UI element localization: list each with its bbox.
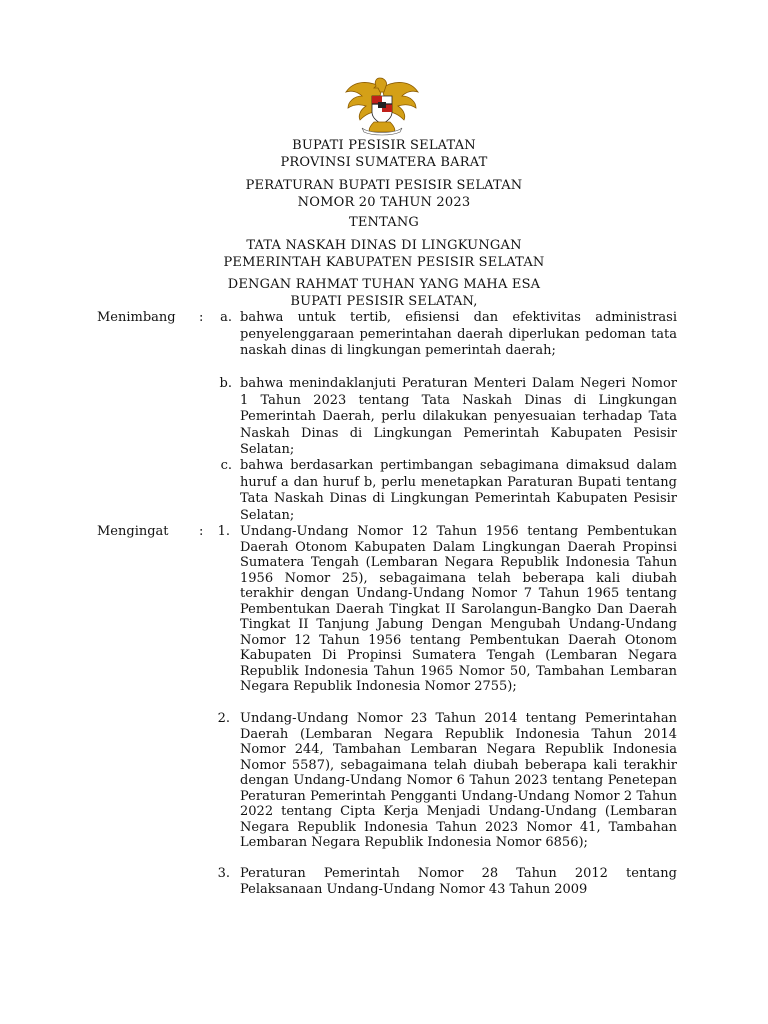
item-text: bahwa menindaklanjuti Peraturan Menteri Dalam Negeri Nomor 1 Tahun 2023 tentang Tata Naskah Dinas di Lingkungan Pemerintah Daerah, perlu dilakukan penyesuaian terhadap Tata Naskah Dinas di Lingkungan Pemerintah Kabupaten Pesisir Selatan;: [240, 376, 677, 457]
regulation-block: [150, 177, 618, 211]
item-text: bahwa berdasarkan pertimbangan sebagimana dimaksud dalam huruf a dan huruf b, perlu menetapkan Paraturan Bupati tentang Tata Naskah Dinas di Lingkungan Pemerintah Kabupaten Pesisir Selatan;: [240, 458, 677, 523]
item-text: bahwa untuk tertib, efisiensi dan efektivitas administrasi penyelenggaraan pemerintahan daerah diperlukan pedoman tata naskah dinas di lingkungan pemerintah daerah;: [240, 310, 677, 358]
item-marker: a.: [220, 310, 232, 325]
about-block: [150, 214, 618, 231]
item-marker: 1.: [217, 524, 230, 539]
about-label: TENTANG: [348, 215, 420, 230]
subject-line-1: TATA NASKAH DINAS DI LINGKUNGAN: [246, 238, 522, 253]
regulation-title: PERATURAN BUPATI PESISIR SELATAN: [245, 178, 523, 193]
preamble-line-1: DENGAN RAHMAT TUHAN YANG MAHA ESA: [227, 277, 541, 292]
menimbang-colon: :: [199, 310, 204, 325]
regulation-number: NOMOR 20 TAHUN 2023: [297, 195, 471, 210]
preamble-block: [150, 276, 618, 310]
item-text: Undang-Undang Nomor 23 Tahun 2014 tentang Pemerintahan Daerah (Lembaran Negara Republik Indonesia Tahun 2014 Nomor 244, Tambahan Lembaran Negara Republik Indonesia Nomor 5587), sebagaimana telah diubah beberapa kali terakhir dengan Undang-Undang Nomor 6 Tahun 2023 tentang Penetepan Peraturan Pemerintah Pengganti Undang-Undang Nomor 2 Tahun 2022 tentang Cipta Kerja Menjadi Undang-Undang (Lembaran Negara Republik Indonesia Tahun 2023 Nomor 41, Tambahan Lembaran Negara Republik Indonesia Nomor 6856);: [240, 711, 677, 850]
item-text: Undang-Undang Nomor 12 Tahun 1956 tentang Pembentukan Daerah Otonom Kabupaten Dalam Lingkungan Daerah Propinsi Sumatera Tengah (Lembaran Negara Republik Indonesia Tahun 1956 Nomor 25), sebagaimana telah beberapa kali diubah terakhir dengan Undang-Undang Nomor 7 Tahun 1965 tentang Pembentukan Daerah Tingkat II Sarolangun-Bangko Dan Daerah Tingkat II Tanjung Jabung Dengan Mengubah Undang-Undang Nomor 12 Tahun 1956 tentang Pembentukan Daerah Otonom Kabupaten Di Propinsi Sumatera Tengah (Lembaran Negara Republik Indonesia Tahun 1965 Nomor 50, Tambahan Lembaran Negara Republik Indonesia Nomor 2755);: [240, 524, 677, 694]
preamble-line-2: BUPATI PESISIR SELATAN,: [290, 294, 478, 309]
subject-block: [150, 237, 618, 271]
mengingat-label: Mengingat: [97, 524, 169, 539]
authority-line-1: BUPATI PESISIR SELATAN: [292, 138, 476, 153]
item-text: Peraturan Pemerintah Nomor 28 Tahun 2012 tentang Pelaksanaan Undang-Undang Nomor 43 Tahun 2009: [240, 866, 677, 897]
menimbang-label: Menimbang: [97, 310, 176, 325]
mengingat-colon: :: [199, 524, 204, 539]
item-marker: 2.: [217, 711, 230, 726]
subject-line-2: PEMERINTAH KABUPATEN PESISIR SELATAN: [223, 255, 545, 270]
item-marker: 3.: [217, 866, 230, 881]
authority-line-2: PROVINSI SUMATERA BARAT: [280, 155, 488, 170]
header-block: [150, 137, 618, 171]
garuda-emblem-icon: [340, 74, 424, 136]
item-marker: b.: [219, 376, 232, 391]
item-marker: c.: [220, 458, 232, 473]
